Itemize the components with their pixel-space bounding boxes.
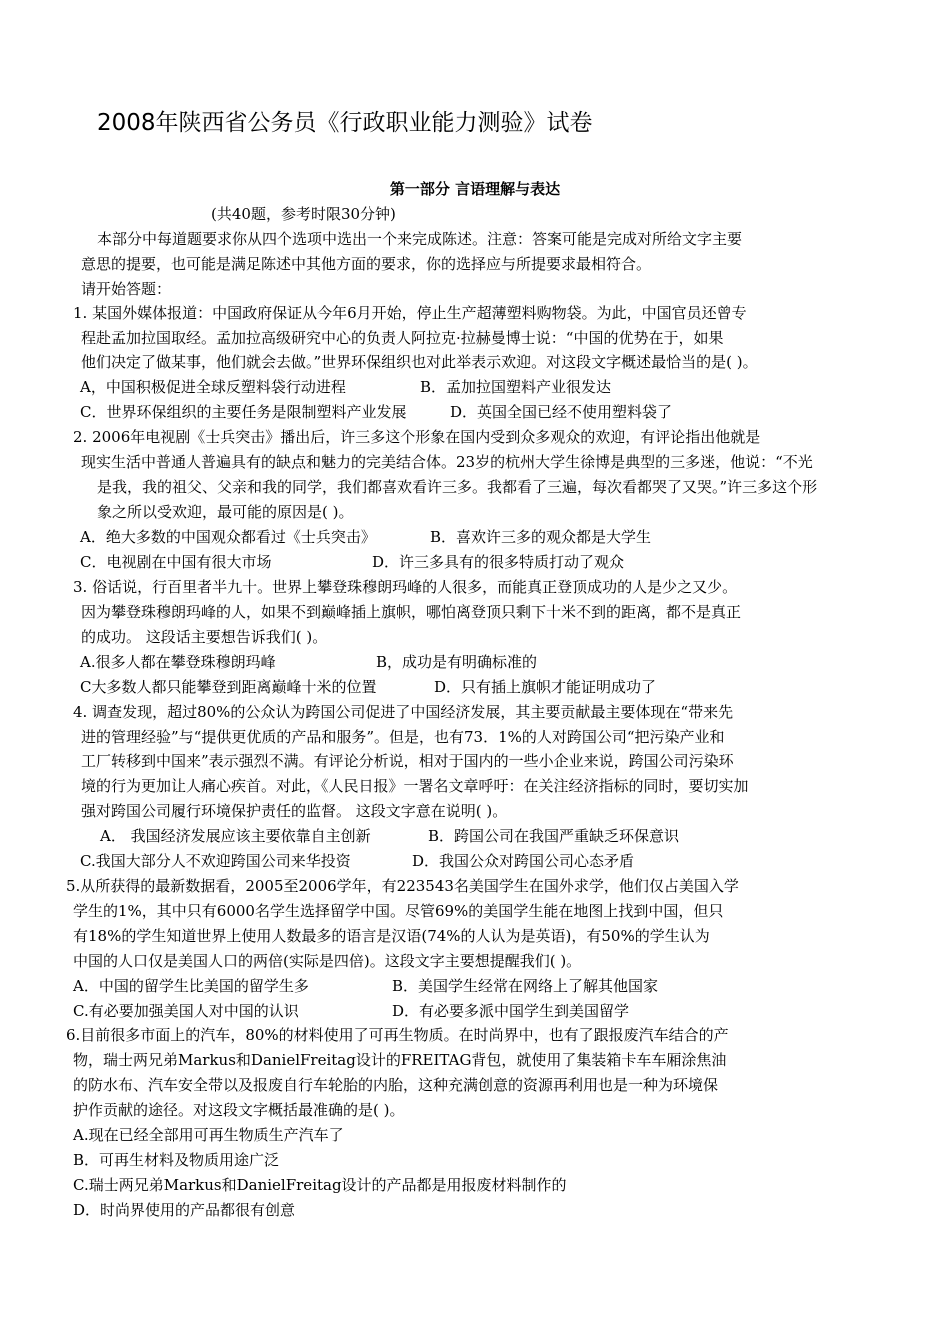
question-4-line: 强对跨国公司履行环境保护责任的监督。 这段文字意在说明( )。	[81, 802, 508, 820]
question-2-option-b: B．喜欢许三多的观众都是大学生	[430, 528, 652, 546]
question-2-option-d: D．许三多具有的很多特质打动了观众	[372, 553, 625, 571]
question-4-line: 境的行为更加让人痛心疾首。对此，《人民日报》一署名文章呼吁：在关注经济指标的同时，要切实加	[81, 777, 749, 795]
section-heading: 第一部分 言语理解与表达	[389, 180, 561, 198]
question-1-option-b: B．孟加拉国塑料产业很发达	[420, 378, 612, 396]
question-5-line: 有18%的学生知道世界上使用人数最多的语言是汉语(74%的人认为是英语)，有50%的学生认为	[73, 927, 710, 945]
question-6-line: 物，瑞士两兄弟Markus和DanielFreitag设计的FREITAG背包，就使用了集装箱卡车车厢涂焦油	[73, 1051, 727, 1069]
question-5-option-c: C.有必要加强美国人对中国的认识	[73, 1002, 299, 1020]
question-1-option-d: D．英国全国已经不使用塑料袋了	[450, 403, 673, 421]
intro-line: 本部分中每道题要求你从四个选项中选出一个来完成陈述。注意：答案可能是完成对所给文字主要	[97, 230, 743, 248]
question-6-option-a: A.现在已经全部用可再生物质生产汽车了	[73, 1126, 344, 1144]
question-4-line: 进的管理经验”与“提供更优质的产品和服务”。但是，也有73．1%的人对跨国公司“把污染产业和	[81, 728, 725, 746]
question-6-option-c: C.瑞士两兄弟Markus和DanielFreitag设计的产品都是用报废材料制作的	[73, 1176, 567, 1194]
question-3-option-d: D．只有插上旗帜才能证明成功了	[434, 678, 657, 696]
question-6-option-d: D．时尚界使用的产品都很有创意	[73, 1201, 296, 1219]
question-4-option-a: A． 我国经济发展应该主要依靠自主创新	[100, 827, 371, 845]
question-4-option-d: D．我国公众对跨国公司心态矛盾	[412, 852, 635, 870]
question-4-line: 4. 调查发现，超过80%的公众认为跨国公司促进了中国经济发展，其主要贡献最主要体现在“带来先	[73, 703, 734, 721]
question-1-option-a: A，中国积极促进全球反塑料袋行动进程	[80, 378, 346, 396]
question-1-line: 1. 某国外媒体报道：中国政府保证从今年6月开始，停止生产超薄塑料购物袋。为此，中国官员还曾专	[73, 304, 747, 322]
question-3-option-a: A.很多人都在攀登珠穆朗玛峰	[80, 653, 276, 671]
question-2-option-a: A．绝大多数的中国观众都看过《士兵突击》	[80, 528, 376, 546]
intro-line: 请开始答题：	[81, 280, 172, 298]
question-1-line: 程赴孟加拉国取经。孟加拉高级研究中心的负责人阿拉克·拉赫曼博士说：“中国的优势在于，如果	[81, 329, 724, 347]
question-2-option-c: C．电视剧在中国有很大市场	[80, 553, 272, 571]
question-5-option-b: B．美国学生经常在网络上了解其他国家	[392, 977, 659, 995]
page-title: 2008年陕西省公务员《行政职业能力测验》试卷	[97, 110, 593, 136]
question-6-line: 6.目前很多市面上的汽车，80%的材料使用了可再生物质。在时尚界中，也有了跟报废汽车结合的产	[66, 1026, 729, 1044]
question-5-line: 5.从所获得的最新数据看，2005至2006学年，有223543名美国学生在国外求学，他们仅占美国入学	[66, 877, 739, 895]
question-2-line: 是我，我的祖父、父亲和我的同学，我们都喜欢看许三多。我都看了三遍，每次看都哭了又哭。”许三多这个形	[97, 478, 818, 496]
question-3-option-b: B，成功是有明确标准的	[376, 653, 538, 671]
question-6-line: 护作贡献的途径。对这段文字概括最准确的是( )。	[73, 1101, 405, 1119]
question-3-option-c: C大多数人都只能攀登到距离巅峰十米的位置	[80, 678, 377, 696]
question-5-line: 学生的1%，其中只有6000名学生选择留学中国。尽管69%的美国学生能在地图上找到中国，但只	[73, 902, 724, 920]
question-3-line: 因为攀登珠穆朗玛峰的人，如果不到巅峰插上旗帜，哪怕离登顶只剩下十米不到的距离，都不是真正	[81, 603, 742, 621]
intro-line: 意思的提要，也可能是满足陈述中其他方面的要求，你的选择应与所提要求最相符合。	[81, 255, 652, 273]
question-4-option-b: B．跨国公司在我国严重缺乏环保意识	[428, 827, 680, 845]
question-5-option-d: D．有必要多派中国学生到美国留学	[392, 1002, 630, 1020]
question-2-line: 现实生活中普通人普遍具有的缺点和魅力的完美结合体。23岁的杭州大学生徐博是典型的三多迷，他说：“不光	[81, 453, 813, 471]
question-2-line: 2. 2006年电视剧《士兵突击》播出后，许三多这个形象在国内受到众多观众的欢迎，有评论指出他就是	[73, 428, 761, 446]
question-6-line: 的防水布、汽车安全带以及报废自行车轮胎的内胎，这种充满创意的资源再利用也是一种为环境保	[73, 1076, 719, 1094]
question-2-line: 象之所以受欢迎，最可能的原因是( )。	[97, 503, 354, 521]
question-4-line: 工厂转移到中国来”表示强烈不满。有评论分析说，相对于国内的一些小企业来说，跨国公司污染环	[81, 752, 734, 770]
section-subheading: (共40题，参考时限30分钟)	[211, 205, 396, 223]
question-4-option-c: C.我国大部分人不欢迎跨国公司来华投资	[80, 852, 351, 870]
question-1-line: 他们决定了做某事，他们就会去做。”世界环保组织也对此举表示欢迎。对这段文字概述最恰当的是( )。	[81, 353, 758, 371]
question-6-option-b: B．可再生材料及物质用途广泛	[73, 1151, 280, 1169]
question-5-option-a: A．中国的留学生比美国的留学生多	[73, 977, 309, 995]
question-1-option-c: C．世界环保组织的主要任务是限制塑料产业发展	[80, 403, 407, 421]
question-3-line: 3. 俗话说，行百里者半九十。世界上攀登珠穆朗玛峰的人很多，而能真正登顶成功的人是少之又少。	[73, 578, 738, 596]
question-5-line: 中国的人口仅是美国人口的两倍(实际是四倍)。这段文字主要想提醒我们( )。	[73, 952, 582, 970]
question-3-line: 的成功。 这段话主要想告诉我们( )。	[81, 628, 328, 646]
